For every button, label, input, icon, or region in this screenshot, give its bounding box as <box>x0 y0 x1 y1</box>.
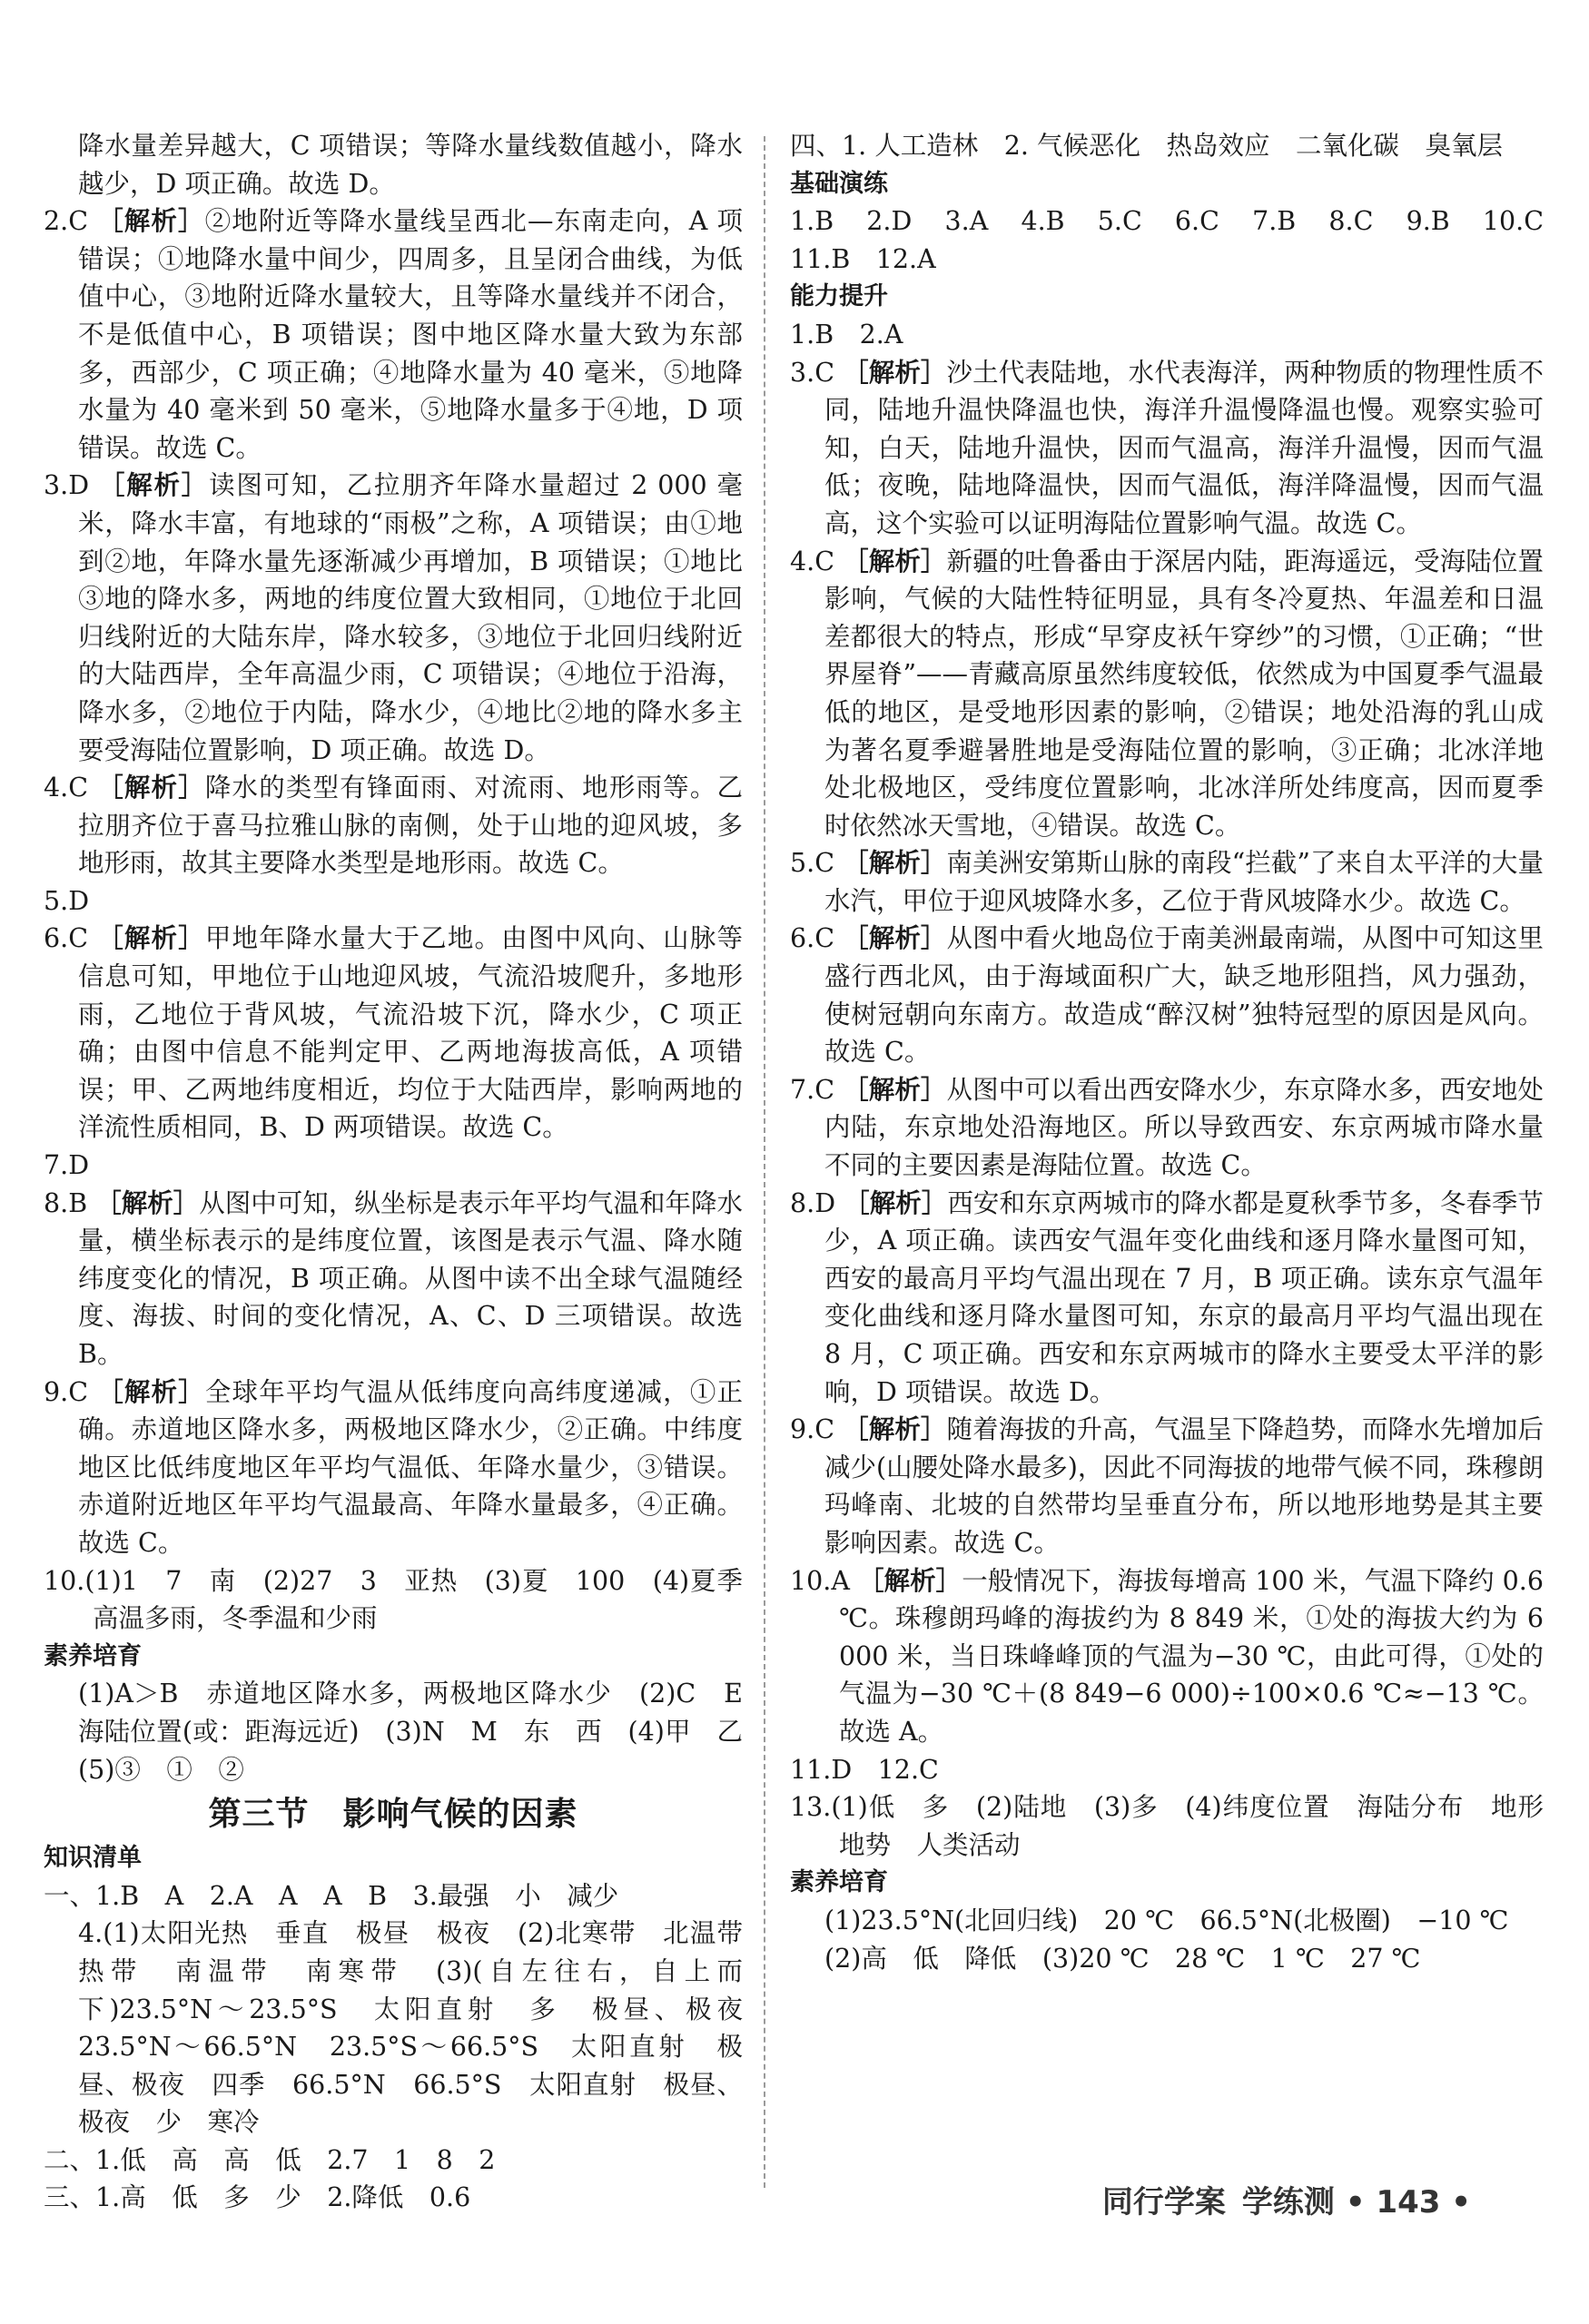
column-divider <box>764 136 765 2188</box>
jichu-heading: 基础演练 <box>790 169 888 198</box>
answer-1-continuation: 降水量差异越大，C 项错误；等降水量线数值越小，降水越少，D 项正确。故选 D。 <box>78 131 743 199</box>
zhishi-line-1: 一、1.B A 2.A A A B 3.最强 小 减少 <box>44 1880 619 1911</box>
zhishi-line-si: 四、1. 人工造林 2. 气候恶化 热岛效应 二氧化碳 臭氧层 <box>790 131 1504 161</box>
nengli-heading: 能力提升 <box>790 282 888 311</box>
nengli-answer-9: 9.C ［解析］随着海拔的升高，气温呈下降趋势，而降水先增加后减少(山腰处降水最多)，因此不同海拔的地带气候不同，珠穆朗玛峰南、北坡的自然带均呈垂直分布，所以地形地势是其主要影响因素。故选 C。 <box>790 1414 1544 1558</box>
page-footer <box>1102 2177 1471 2221</box>
jiexi-tag: ［解析］ <box>858 1565 962 1596</box>
footer-brand: 同行学案 <box>1101 2184 1226 2221</box>
left-column <box>44 127 769 2217</box>
jiexi-tag: ［解析］ <box>844 1187 948 1218</box>
nengli-answer-7: 7.C ［解析］从图中可以看出西安降水少，东京降水多，西安地处内陆，东京地处沿海地区。所以导致西安、东京两城市降水量不同的主要因素是海陆位置。故选 C。 <box>790 1074 1544 1181</box>
nengli-answers-11-12: 11.D 12.C <box>790 1754 939 1785</box>
nengli-answer-8: 8.D ［解析］西安和东京两城市的降水都是夏秋季节多，冬春季节少，A 项正确。读西安气温年变化曲线和逐月降水量图可知，西安的最高月平均气温出现在 7 月，B 项正确。读东京气温年变化曲线和逐月降水量图可知，东京的最高月平均气温出现在 8 月，C 项正确。西安和东京两城市的降水主要受太平洋的影响，D 项错误。故选 D。 <box>790 1187 1544 1407</box>
jiexi-tag: ［解析］ <box>843 848 947 879</box>
nengli-answer-4: 4.C ［解析］新疆的吐鲁番由于深居内陆，距海遥远，受海陆位置影响，气候的大陆性特征明显，具有冬冷夏热、年温差和日温差都很大的特点，形成“早穿皮袄午穿纱”的习惯，①正确；“世界屋脊”——青藏高原虽然纬度较低，依然成为中国夏季气温最低的地区，是受地形因素的影响，②错误；地处沿海的乳山成为著名夏季避暑胜地是受海陆位置的影响，③正确；北冰洋地处北极地区，受纬度位置影响，北冰洋所处纬度高，因而夏季时依然冰天雪地，④错误。故选 C。 <box>790 546 1544 841</box>
jichu-answers: 1.B 2.D 3.A 4.B 5.C 6.C 7.B 8.C 9.B 10.C 11.B 12.A <box>790 206 1570 274</box>
answer-3: 3.D ［解析］读图可知，乙拉朋齐年降水量超过 2 000 毫米，降水丰富，有地球的“雨极”之称，A 项错误；由①地到②地，年降水量先逐渐减少再增加，B 项错误；①地比③地的降水多，两地的纬度位置大致相同，①地位于北回归线附近的大陆东岸，降水较多，③地位于北回归线附近的大陆西岸，全年高温少雨，C 项错误；④地位于沿海，降水多，②地位于内陆，降水少，④地比②地的降水多主要受海陆位置影响，D 项正确。故选 D。 <box>44 470 743 765</box>
answer-9: 9.C ［解析］全球年平均气温从低纬度向高纬度递减，①正确。赤道地区降水多，两极地区降水少，②正确。中纬度地区比低纬度地区年平均气温低、年降水量少，③错误。赤道附近地区年平均气温最高、年降水量最多，④正确。故选 C。 <box>44 1376 743 1558</box>
zhishi-heading: 知识清单 <box>44 1844 142 1873</box>
answer-6: 6.C ［解析］甲地年降水量大于乙地。由图中风向、山脉等信息可知，甲地位于山地迎风坡，气流沿坡爬升，多地形雨，乙地位于背风坡，气流沿坡下沉，降水少，C 项正确；由图中信息不能判定甲、乙两地海拔高低，A 项错误；甲、乙两地纬度相近，均位于大陆西岸，影响两地的洋流性质相同，B、D 两项错误。故选 C。 <box>44 923 743 1143</box>
jiexi-tag: ［解析］ <box>843 357 947 388</box>
suyang-right-line-1: (1)23.5°N(北回归线) 20 ℃ 66.5°N(北极圈) −10 ℃ <box>824 1905 1509 1935</box>
nengli-answer-13: 13.(1)低 多 (2)陆地 (3)多 (4)纬度位置 海陆分布 地形地势 人类活动 <box>790 1792 1544 1860</box>
jiexi-tag: ［解析］ <box>843 1414 947 1445</box>
jiexi-tag: ［解析］ <box>97 923 205 954</box>
answer-2: 2.C ［解析］②地附近等降水量线呈西北—东南走向，A 项错误；①地降水量中间少，四周多，且呈闭合曲线，为低值中心，③地附近降水量较大，且等降水量线并不闭合，不是低值中心，B 项错误；图中地区降水量大致为东部多，西部少，C 项正确；④地降水量为 40 毫米，⑤地降水量为 40 毫米到 50 毫米，⑤地降水量多于④地，D 项错误。故选 C。 <box>44 206 743 463</box>
zhishi-line-4: 4.(1)太阳光热 垂直 极昼 极夜 (2)北寒带 北温带 热带 南温带 南寒带 (3)(自左往右，自上而下)23.5°N～23.5°S 太阳直射 多 极昼、极夜 23.5°N～66.5°N 23.5°S～66.5°S 太阳直射 极昼、极夜 四季 66.5°N 66.5°S 太阳直射 极昼、极夜 少 寒冷 <box>78 1918 769 2138</box>
nengli-answer-6: 6.C ［解析］从图中看火地岛位于南美洲最南端，从图中可知这里盛行西北风，由于海域面积广大，缺乏地形阻挡，风力强劲，使树冠朝向东南方。故造成“醉汉树”独特冠型的原因是风向。故选 C。 <box>790 923 1544 1068</box>
answer-8: 8.B ［解析］从图中可知，纵坐标是表示年平均气温和年降水量，横坐标表示的是纬度位置，该图是表示气温、降水随纬度变化的情况，B 项正确。从图中读不出全球气温随经度、海拔、时间的变化情况，A、C、D 三项错误。故选 B。 <box>44 1187 743 1369</box>
jiexi-tag: ［解析］ <box>843 546 947 576</box>
page-number: • 143 • <box>1345 2184 1471 2221</box>
suyang-heading: 素养培育 <box>44 1641 142 1670</box>
suyang-heading-right: 素养培育 <box>790 1868 888 1897</box>
nengli-answer-10: 10.A ［解析］一般情况下，海拔每增高 100 米，气温下降约 0.6 ℃。珠穆朗玛峰的海拔约为 8 849 米，①处的海拔大约为 6 000 米，当日珠峰峰顶的气温为−30 ℃，由此可得，①处的气温为−30 ℃＋(8 849−6 000)÷100×0.6 ℃≈−13 ℃。故选 A。 <box>790 1565 1544 1747</box>
jiexi-tag: ［解析］ <box>843 923 947 954</box>
jiexi-tag: ［解析］ <box>843 1074 947 1105</box>
zhishi-line-3: 三、1.高 低 多 少 2.降低 0.6 <box>44 2182 471 2213</box>
jiexi-tag: ［解析］ <box>98 470 210 501</box>
jiexi-tag: ［解析］ <box>95 1187 200 1218</box>
jiexi-tag: ［解析］ <box>97 206 205 237</box>
suyang-right-line-2: (2)高 低 降低 (3)20 ℃ 28 ℃ 1 ℃ 27 ℃ <box>824 1943 1421 1974</box>
answer-4: 4.C ［解析］降水的类型有锋面雨、对流雨、地形雨等。乙拉朋齐位于喜马拉雅山脉的南侧，处于山地的迎风坡，多地形雨，故其主要降水类型是地形雨。故选 C。 <box>44 773 743 879</box>
suyang-answer: (1)A＞B 赤道地区降水多，两极地区降水少 (2)C E 海陆位置(或：距海远近) (3)N M 东 西 (4)甲 乙 (5)③ ① ② <box>78 1679 769 1785</box>
jiexi-tag: ［解析］ <box>97 773 205 803</box>
section-title: 第三节 影响气候的因素 <box>208 1796 578 1834</box>
answer-5: 5.D <box>44 885 90 916</box>
footer-series: 学练测 <box>1241 2184 1335 2221</box>
nengli-answer-3: 3.C ［解析］沙土代表陆地，水代表海洋，两种物质的物理性质不同，陆地升温快降温也快，海洋升温慢降温也慢。观察实验可知，白天，陆地升温快，因而气温高，海洋升温慢，因而气温低；夜晚，陆地降温快，因而气温低，海洋降温慢，因而气温高，这个实验可以证明海陆位置影响气温。故选 C。 <box>790 357 1544 538</box>
zhishi-line-2: 二、1.低 高 高 低 2.7 1 8 2 <box>44 2144 496 2175</box>
nengli-answers-1-2: 1.B 2.A <box>790 319 903 350</box>
nengli-answer-5: 5.C ［解析］南美洲安第斯山脉的南段“拦截”了来自太平洋的大量水汽，甲位于迎风坡降水多，乙位于背风坡降水少。故选 C。 <box>790 848 1544 916</box>
right-column <box>790 127 1570 1977</box>
jiexi-tag: ［解析］ <box>97 1376 205 1407</box>
answer-10: 10.(1)1 7 南 (2)27 3 亚热 (3)夏 100 (4)夏季高温多雨，冬季温和少雨 <box>44 1565 743 1634</box>
answer-7: 7.D <box>44 1150 90 1181</box>
